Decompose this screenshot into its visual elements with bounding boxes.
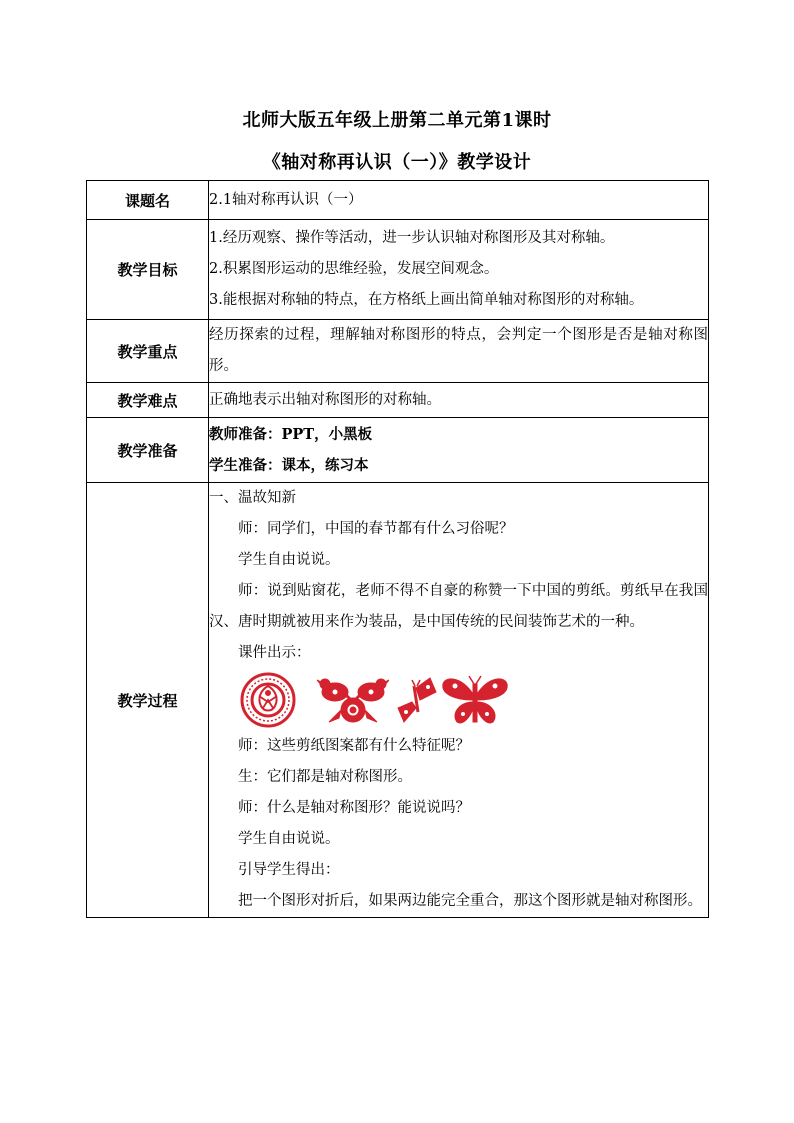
process-p7: 师：什么是轴对称图形？能说说吗？ (238, 800, 470, 816)
papercut-images (209, 669, 708, 731)
value-difficulties (209, 383, 709, 418)
key-points-text: 经历探索的过程，理解轴对称图形的特点，会判定一个图形是否是轴对称图形。 (209, 327, 708, 374)
label-process: 教学过程 (87, 483, 209, 918)
label-topic: 课题名 (87, 181, 209, 220)
large-butterfly-papercut-icon (443, 676, 507, 723)
papercut-figures (239, 672, 539, 728)
twin-birds-papercut-icon (317, 679, 389, 722)
objective-3: 3.能根据对称轴的特点，在方格纸上画出简单轴对称图形的对称轴。 (209, 292, 644, 308)
process-p3: 师：说到贴窗花，老师不得不自豪的称赞一下中国的剪纸。剪纸早在我国汉、唐时期就被用来作为装品，是中国传统的民间装饰艺术的一种。 (209, 583, 708, 630)
label-key-points: 教学重点 (87, 320, 209, 383)
value-process (209, 483, 709, 918)
student-preparation: 学生准备：课本，练习本 (209, 457, 369, 474)
process-p8: 学生自由说说。 (238, 831, 340, 847)
teacher-preparation: 教师准备：PPT，小黑板 (209, 426, 373, 443)
value-preparation (209, 418, 709, 483)
label-preparation: 教学准备 (87, 418, 209, 483)
label-difficulties: 教学难点 (87, 383, 209, 418)
section-heading: 一、温故知新 (209, 490, 296, 506)
value-objectives (209, 220, 709, 320)
objective-2: 2.积累图形运动的思维经验，发展空间观念。 (209, 261, 499, 277)
value-topic (209, 181, 709, 220)
document-subtitle: 《轴对称再认识（一）》教学设计 (262, 152, 532, 173)
round-papercut-icon (242, 674, 294, 726)
value-key-points (209, 320, 709, 383)
process-p5: 师：这些剪纸图案都有什么特征呢？ (238, 738, 470, 754)
row-preparation (87, 418, 709, 483)
process-p6: 生：它们都是轴对称图形。 (238, 769, 412, 785)
process-p9: 引导学生得出： (238, 862, 340, 878)
difficulties-text: 正确地表示出轴对称图形的对称轴。 (209, 391, 441, 408)
objective-1: 1.经历观察、操作等活动，进一步认识轴对称图形及其对称轴。 (209, 230, 615, 246)
document-title: 北师大版五年级上册第二单元第1课时 (242, 110, 552, 131)
process-p2: 学生自由说说。 (238, 552, 340, 568)
row-topic (87, 181, 709, 220)
small-butterfly-papercut-icon (398, 678, 436, 722)
label-objectives: 教学目标 (87, 220, 209, 320)
row-difficulties (87, 383, 709, 418)
lesson-plan-table (86, 180, 709, 918)
row-objectives (87, 220, 709, 320)
process-p1: 师：同学们，中国的春节都有什么习俗呢？ (238, 521, 514, 537)
topic-text: 2.1轴对称再认识（一） (209, 191, 363, 208)
process-p10: 把一个图形对折后，如果两边能完全重合，那这个图形就是轴对称图形。 (238, 893, 702, 909)
row-key-points (87, 320, 709, 383)
process-p4: 课件出示： (238, 645, 311, 661)
row-process (87, 483, 709, 918)
